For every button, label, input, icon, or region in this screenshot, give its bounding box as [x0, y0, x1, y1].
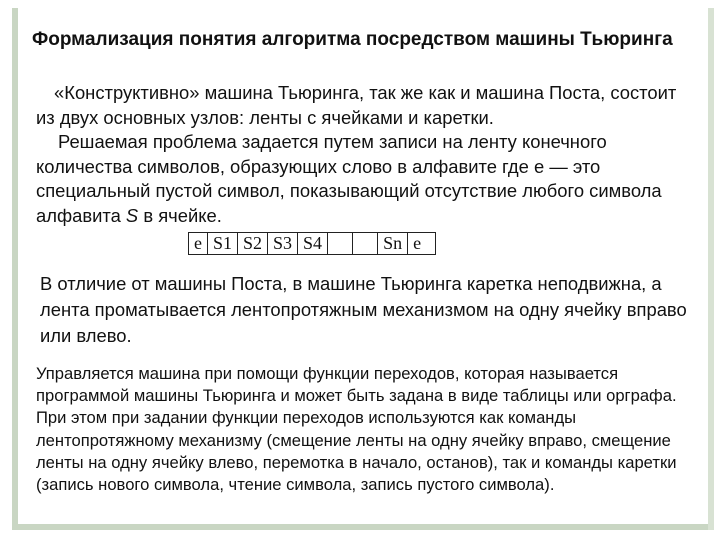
tape-cell: e: [408, 233, 436, 255]
paragraph-problem-text: Решаемая проблема задается путем записи на ленту конечного количества символов, образующих слово в алфавите где е — это специальный пустой символ, показывающий отсутствие любого символа алфавита: [36, 131, 662, 226]
tape-diagram: [188, 232, 436, 255]
paragraph-problem: [36, 130, 696, 228]
paragraph-construction: «Конструктивно» машина Тьюринга, так же как и машина Поста, состоит из двух основных узлов: ленты с ячейками и каретки.: [36, 82, 677, 128]
tape-row: [189, 233, 436, 255]
tape-cell-empty: [353, 233, 378, 255]
tape-cell: e: [189, 233, 208, 255]
alphabet-symbol: S: [125, 204, 139, 226]
tape-cell: Sn: [378, 233, 408, 255]
frame-bottom-bar: [12, 524, 714, 530]
tape-cell-empty: [328, 233, 353, 255]
tape-cell: S1: [208, 233, 238, 255]
paragraph-transition-function: Управляется машина при помощи функции переходов, которая называется программой машины Тьюринга и может быть задана в виде таблицы или орграфа. При этом при задании функции переходов используются как команды лентопротяжному механизму (смещение ленты на одну ячейку вправо, смещение ленты на одну ячейку влево, перемотка в начало, останов), так и команды каретки (запись нового символа, чтение символа, запись пустого символа).: [36, 364, 677, 495]
tape-cell: S3: [268, 233, 298, 255]
paragraph-problem-end: в ячейке.: [138, 204, 222, 226]
tape-cell: S2: [238, 233, 268, 255]
frame-left-bar: [12, 8, 18, 528]
frame-right-bar: [708, 8, 714, 530]
paragraph-carriage: В отличие от машины Поста, в машине Тьюринга каретка неподвижна, а лента проматывается лентопротяжным механизмом на одну ячейку вправо или влево.: [40, 273, 687, 346]
slide-title: Формализация понятия алгоритма посредством машины Тьюринга: [32, 29, 673, 50]
tape-cell: S4: [298, 233, 328, 255]
